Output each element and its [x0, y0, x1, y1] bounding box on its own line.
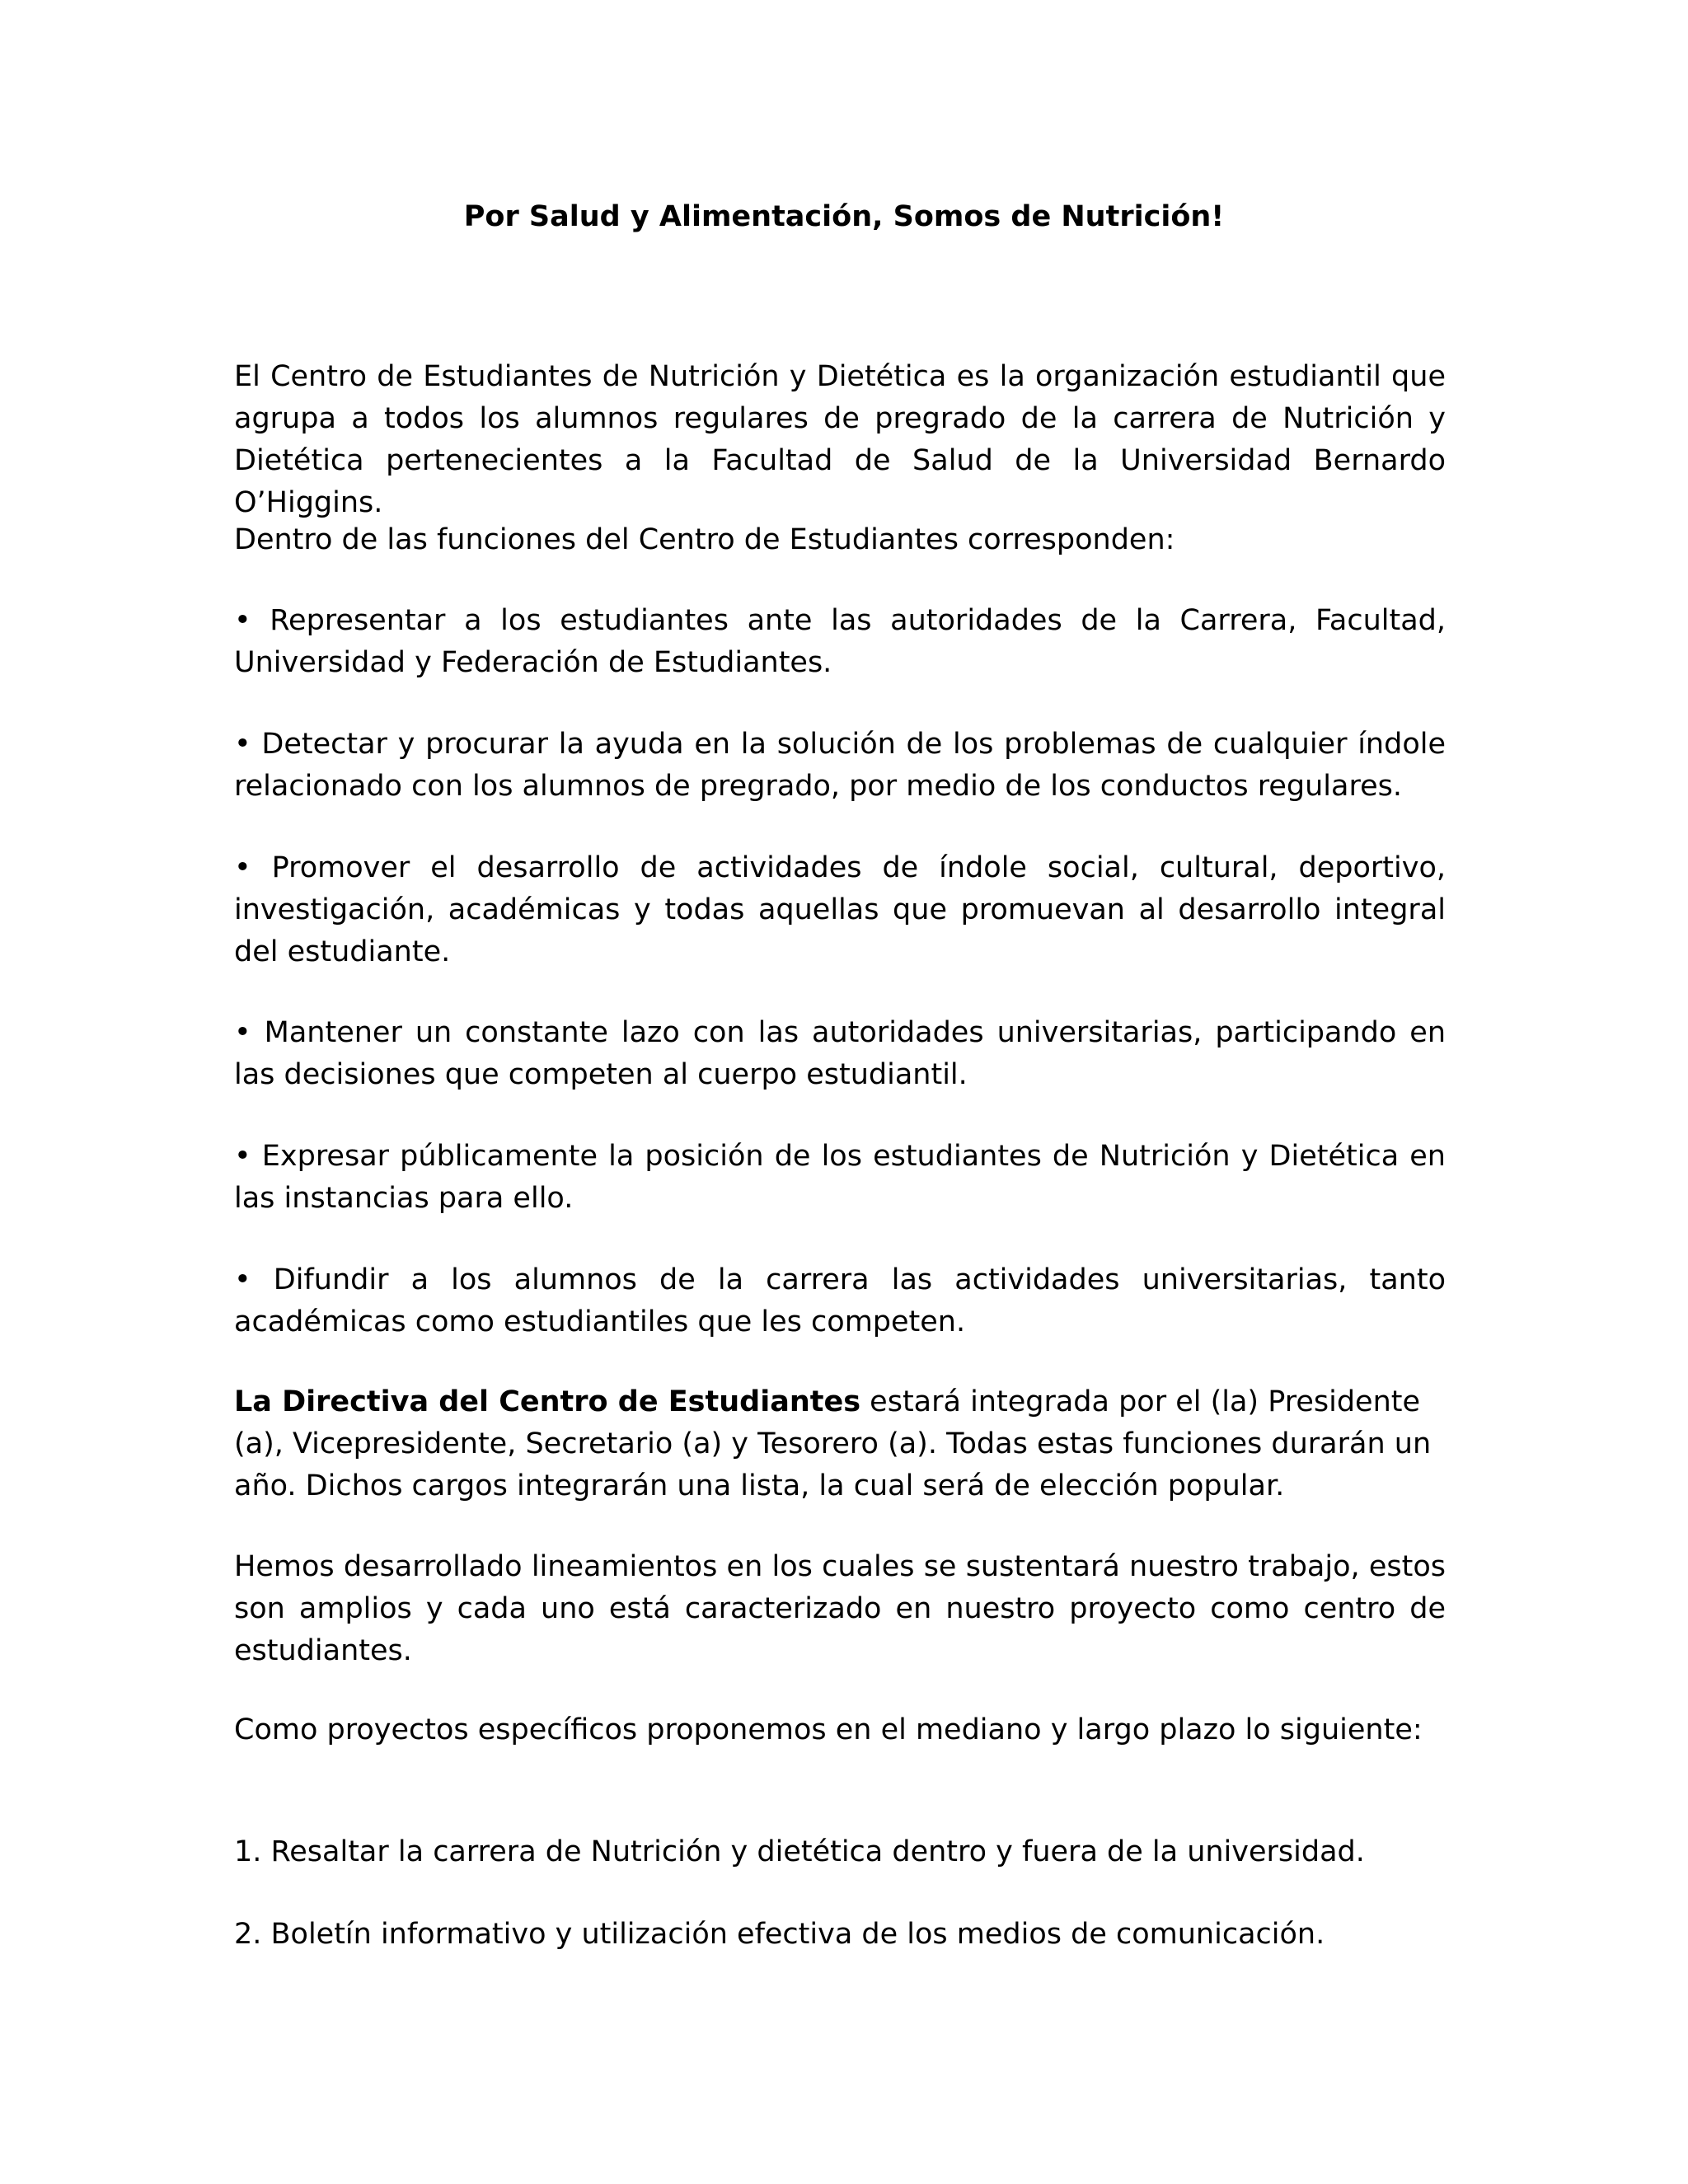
function-item: • Promover el desarrollo de actividades de índole social, cultural, deportivo, investigación, académicas y todas aquellas que promuevan al desarrollo integral del estudiante.	[234, 851, 1446, 968]
function-item: • Mantener un constante lazo con las autoridades universitarias, participando en las decisiones que competen al cuerpo estudiantil.	[234, 1016, 1446, 1091]
functions-heading: Dentro de las funciones del Centro de Estudiantes corresponden:	[234, 523, 1175, 556]
directiva-paragraph	[234, 1381, 1446, 1507]
function-item: • Difundir a los alumnos de la carrera las actividades universitarias, tanto académicas como estudiantiles que les competen.	[234, 1263, 1446, 1338]
directiva-text: estará integrada por el (la) Presidente (a), Vicepresidente, Secretario (a) y Tesorero (a). Todas estas funciones durarán un año. Dichos cargos integrarán una lista, la cual será de elección popular.	[234, 1385, 1432, 1502]
project-item: 2. Boletín informativo y utilización efectiva de los medios de comunicación.	[234, 1918, 1325, 1951]
function-item: • Detectar y procurar la ayuda en la solución de los problemas de cualquier índole relacionado con los alumnos de pregrado, por medio de los conductos regulares.	[234, 728, 1446, 803]
projects-heading: Como proyectos específicos proponemos en el mediano y largo plazo lo siguiente:	[234, 1713, 1423, 1746]
function-item: • Representar a los estudiantes ante las autoridades de la Carrera, Facultad, Universidad y Federación de Estudiantes.	[234, 604, 1446, 679]
intro-paragraph: El Centro de Estudiantes de Nutrición y Dietética es la organización estudiantil que agrupa a todos los alumnos regulares de pregrado de la carrera de Nutrición y Dietética pertenecientes a la Facultad de Salud de la Universidad Bernardo O’Higgins.	[234, 360, 1446, 519]
function-item: • Expresar públicamente la posición de los estudiantes de Nutrición y Dietética en las instancias para ello.	[234, 1140, 1446, 1215]
lineamientos-paragraph: Hemos desarrollado lineamientos en los cuales se sustentará nuestro trabajo, estos son amplios y cada uno está caracterizado en nuestro proyecto como centro de estudiantes.	[234, 1550, 1446, 1667]
directiva-bold-lead: La Directiva del Centro de Estudiantes	[234, 1385, 861, 1418]
document-title: Por Salud y Alimentación, Somos de Nutrición!	[463, 200, 1225, 233]
project-item: 1. Resaltar la carrera de Nutrición y dietética dentro y fuera de la universidad.	[234, 1835, 1365, 1868]
